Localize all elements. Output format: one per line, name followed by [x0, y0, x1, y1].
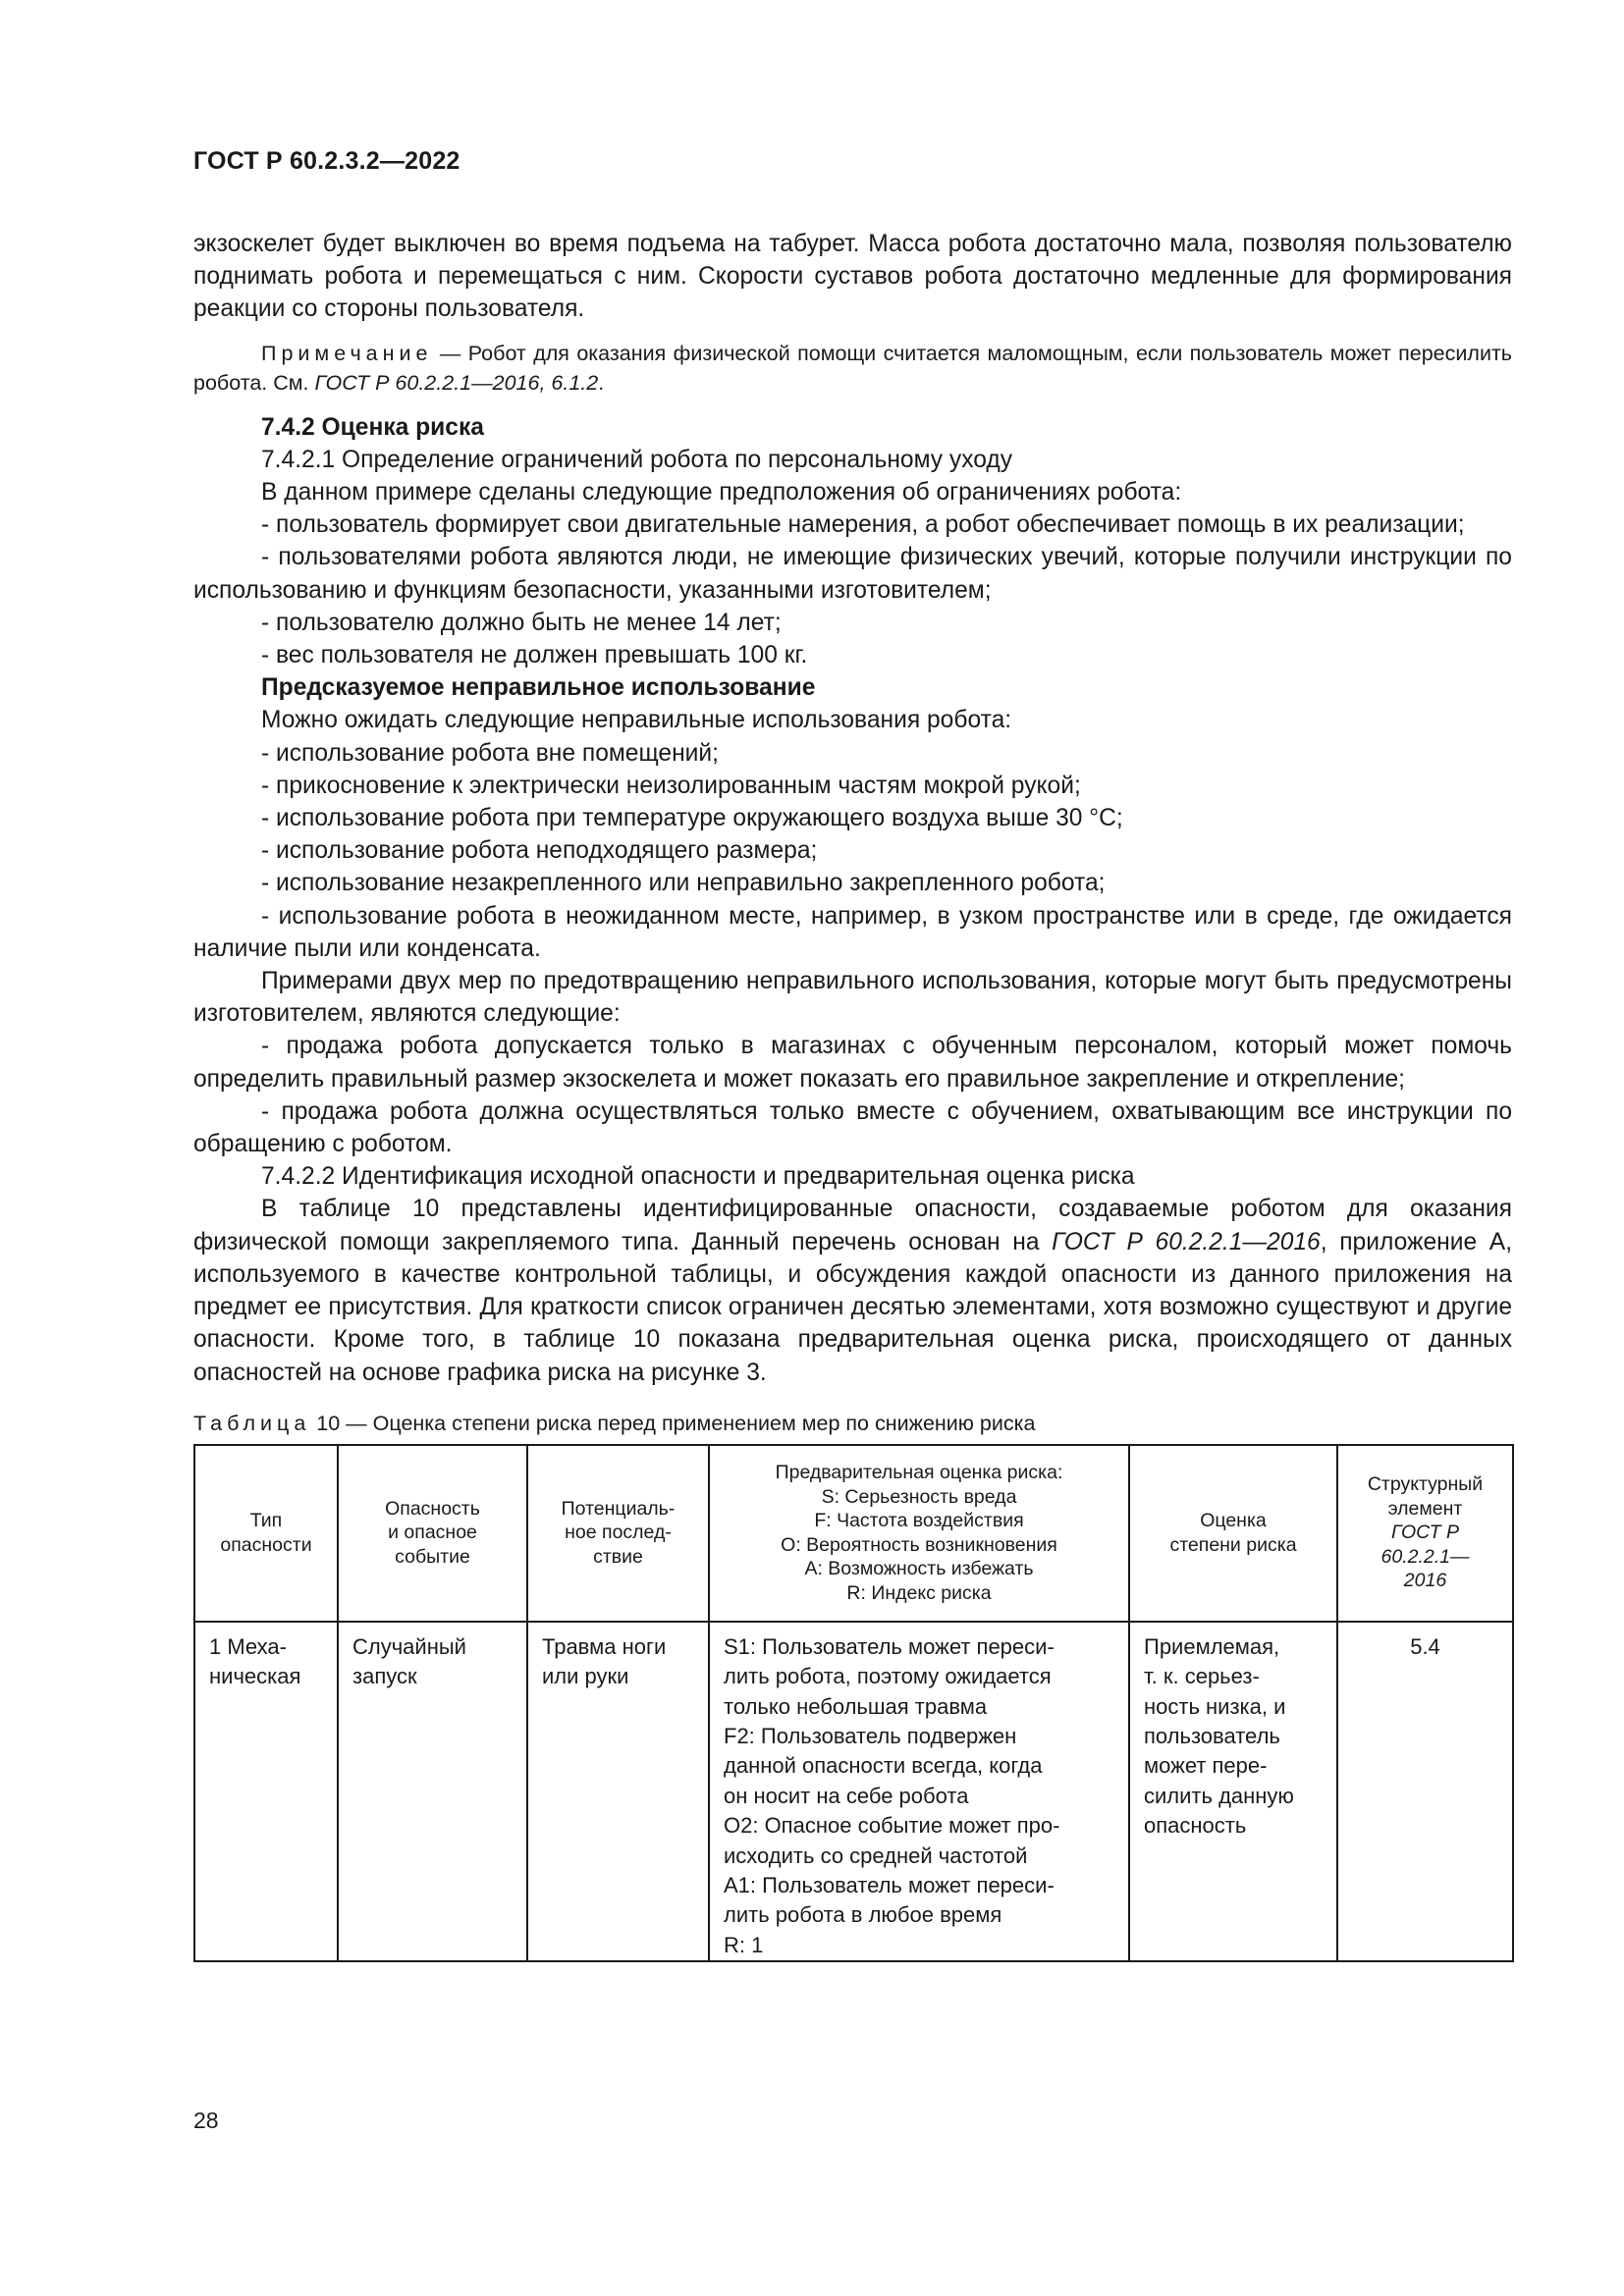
misuse-item: - использование робота вне помещений; — [261, 739, 719, 767]
misuse-intro: Можно ожидать следующие неправильные использования робота: — [261, 707, 1012, 734]
header-consequence: Потенциаль- ное послед- ствие — [527, 1445, 709, 1622]
note-paragraph — [193, 339, 1512, 398]
note-end: . — [598, 370, 605, 395]
subsection-title-2: 7.4.2.2 Идентификация исходной опасности и предварительная оценка риска — [261, 1163, 1135, 1191]
misuse-item: - использование робота в неожиданном месте, например, в узком пространстве или в среде, где ожидается наличие пыли или конденсата. — [193, 902, 1512, 962]
document-body — [193, 228, 1512, 1962]
page-number: 28 — [193, 2108, 219, 2133]
measures-intro: Примерами двух мер по предотвращению неправильного использования, которые могут быть предусмотрены изготовителем, являются следующие: — [193, 968, 1512, 1028]
assumption-item: - пользователями робота являются люди, не имеющие физических увечий, которые получили инструкции по использованию и функциям безопасности, указанными изготовителем; — [193, 544, 1512, 604]
misuse-item: - использование робота при температуре окружающего воздуха выше 30 °С; — [261, 805, 1123, 832]
header-structural-element: Структурный элемент ГОСТ Р 60.2.2.1— 2016 — [1337, 1445, 1513, 1622]
measure-item: - продажа робота должна осуществляться только вместе с обучением, охватывающим все инструкции по обращению с роботом. — [193, 1097, 1512, 1158]
misuse-heading: Предсказуемое неправильное использование — [261, 674, 816, 702]
table-row — [194, 1622, 1513, 1961]
note-reference: ГОСТ Р 60.2.2.1—2016, 6.1.2 — [314, 370, 599, 395]
header-risk-degree: Оценка степени риска — [1129, 1445, 1337, 1622]
misuse-item: - прикосновение к электрически неизолированным частям мокрой рукой; — [261, 772, 1081, 799]
cell-hazard-type: 1 Меха- ническая — [194, 1622, 338, 1961]
header-hazard-event: Опасность и опасное событие — [338, 1445, 527, 1622]
cell-hazard-event: Случайный запуск — [338, 1622, 527, 1961]
assumptions-intro: В данном примере сделаны следующие предположения об ограничениях робота: — [261, 479, 1182, 507]
intro-paragraph: экзоскелет будет выключен во время подъема на табурет. Масса робота достаточно мала, позволяя пользователю поднимать робота и перемещаться с ним. Скорости суставов робота достаточно медленные для формирования реакции со стороны пользователя. — [193, 231, 1512, 323]
table-caption-label: Таблица — [193, 1411, 311, 1435]
table-caption — [193, 1409, 1512, 1438]
assumption-item: - пользователь формирует свои двигательные намерения, а робот обеспечивает помощь в их реализации; — [261, 511, 1465, 539]
risk-table — [193, 1444, 1514, 1962]
header-hazard-type: Тип опасности — [194, 1445, 338, 1622]
note-label: Примечание — [261, 341, 433, 365]
measure-item: - продажа робота допускается только в магазинах с обученным персоналом, который может помочь определить правильный размер экзоскелета и может показать его правильное закрепление и открепление; — [193, 1033, 1512, 1093]
cell-structural-element: 5.4 — [1337, 1622, 1513, 1961]
document-header: ГОСТ Р 60.2.3.2—2022 — [193, 147, 460, 175]
note-text: — Робот для оказания физической помощи считается маломощным, если пользователь может пересилить робота. См. — [193, 341, 1512, 395]
cell-consequence: Травма ноги или руки — [527, 1622, 709, 1961]
assumption-item: - пользователю должно быть не менее 14 лет; — [261, 609, 782, 636]
table-intro-paragraph: В таблице 10 представлены идентифицированные опасности, создаваемые роботом для оказания физической помощи закрепляемого типа. Данный перечень основан на ГОСТ Р 60.2.2.1—2016, приложение А, используемого в качестве контрольной таблицы, и обсуждения каждой опасности из данного приложения на предмет ее присутствия. Для краткости список ограничен десятью элементами, хотя возможно существуют и другие опасности. Кроме того, в таблице 10 показана предварительная оценка риска, происходящего от данных опасностей на основе графика риска на рисунке 3. — [193, 1196, 1513, 1386]
table-caption-text: 10 — Оценка степени риска перед применением мер по снижению риска — [310, 1411, 1036, 1435]
misuse-item: - использование незакрепленного или неправильно закрепленного робота; — [261, 870, 1106, 897]
assumption-item: - вес пользователя не должен превышать 100 кг. — [261, 642, 808, 669]
header-preliminary-assessment: Предварительная оценка риска: S: Серьезность вреда F: Частота воздействия O: Вероятность возникновения A: Возможность избежать R: Индекс риска — [709, 1445, 1129, 1622]
table-header-row — [194, 1445, 1513, 1622]
section-heading: 7.4.2 Оценка риска — [261, 413, 484, 441]
cell-preliminary-assessment: S1: Пользователь может переси- лить робота, поэтому ожидается только небольшая травма F2: Пользователь подвержен данной опасности всегда, когда он носит на себе робота O2: Опасное событие может про- исходить со средней частотой A1: Пользователь может переси- лить робота в любое время R: 1 — [709, 1622, 1129, 1961]
subsection-title-1: 7.4.2.1 Определение ограничений робота по персональному уходу — [261, 446, 1013, 473]
cell-risk-degree: Приемлемая, т. к. серьез- ность низка, и пользователь может пере- силить данную опасность — [1129, 1622, 1337, 1961]
table-intro-reference: ГОСТ Р 60.2.2.1—2016 — [1052, 1228, 1321, 1255]
misuse-item: - использование робота неподходящего размера; — [261, 837, 818, 865]
